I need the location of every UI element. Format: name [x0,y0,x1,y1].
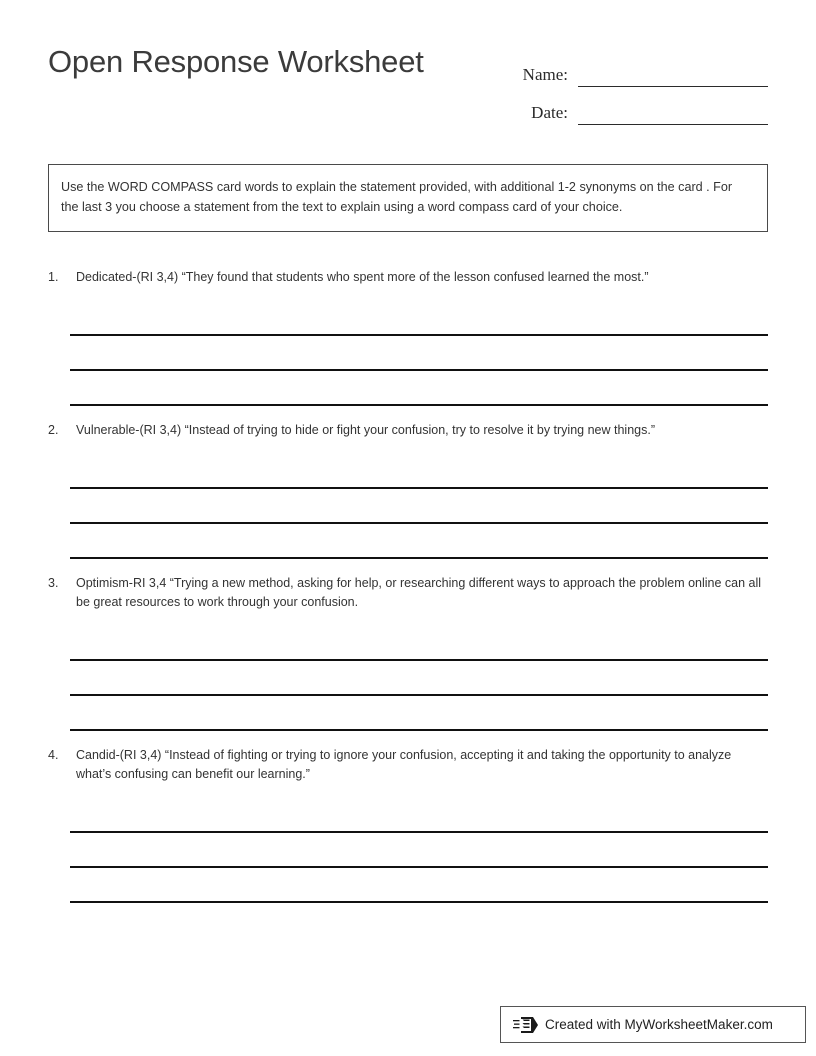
answer-write-line[interactable] [70,489,768,524]
worksheet-header [48,44,768,124]
answer-write-line[interactable] [70,661,768,696]
question-prompt [48,574,768,612]
date-field-row [468,87,768,125]
answer-lines-group [48,454,768,559]
footer-badge[interactable] [500,1006,806,1043]
instructions-text: Use the WORD COMPASS card words to explain the statement provided, with additional 1-2 synonyms on the card . For the last 3 you choose a statement from the text to explain using a word compass card of your choice. [61,180,733,214]
answer-write-line[interactable] [70,454,768,489]
question-text: Optimism-RI 3,4 “Trying a new method, asking for help, or researching different ways to approach the problem online can all be great resources to work through your confusion. [76,576,762,609]
question-number: 3. [48,576,59,590]
answer-write-line[interactable] [70,626,768,661]
question-item [48,574,768,731]
answer-lines-group [48,301,768,406]
name-field-input-rule[interactable] [578,85,768,87]
name-field-row [468,49,768,87]
question-prompt [48,421,768,440]
question-number: 2. [48,423,59,437]
answer-write-line[interactable] [70,696,768,731]
question-item [48,421,768,559]
questions-list [48,268,768,918]
answer-write-line[interactable] [70,336,768,371]
date-field-input-rule[interactable] [578,123,768,125]
question-prompt [48,746,768,784]
page-title: Open Response Worksheet [48,44,424,79]
question-number: 4. [48,748,59,762]
answer-write-line[interactable] [70,798,768,833]
question-prompt [48,268,768,287]
date-field-label: Date: [531,103,568,122]
name-date-fields [468,49,768,125]
question-text: Dedicated-(RI 3,4) “They found that students who spent more of the lesson confused learned the most.” [76,270,649,284]
answer-write-line[interactable] [70,524,768,559]
instructions-box [48,164,768,232]
question-text: Vulnerable-(RI 3,4) “Instead of trying to hide or fight your confusion, try to resolve it by trying new things.” [76,423,655,437]
answer-write-line[interactable] [70,833,768,868]
question-number: 1. [48,270,59,284]
question-item [48,746,768,903]
name-field-label: Name: [522,65,568,84]
answer-write-line[interactable] [70,868,768,903]
question-text: Candid-(RI 3,4) “Instead of fighting or trying to ignore your confusion, accepting it and taking the opportunity to analyze what’s confusing can benefit our learning.” [76,748,732,781]
answer-lines-group [48,798,768,903]
answer-write-line[interactable] [70,301,768,336]
worksheet-maker-logo-icon [513,1014,539,1036]
footer-badge-label: Created with MyWorksheetMaker.com [545,1017,773,1032]
question-item [48,268,768,406]
answer-write-line[interactable] [70,371,768,406]
answer-lines-group [48,626,768,731]
